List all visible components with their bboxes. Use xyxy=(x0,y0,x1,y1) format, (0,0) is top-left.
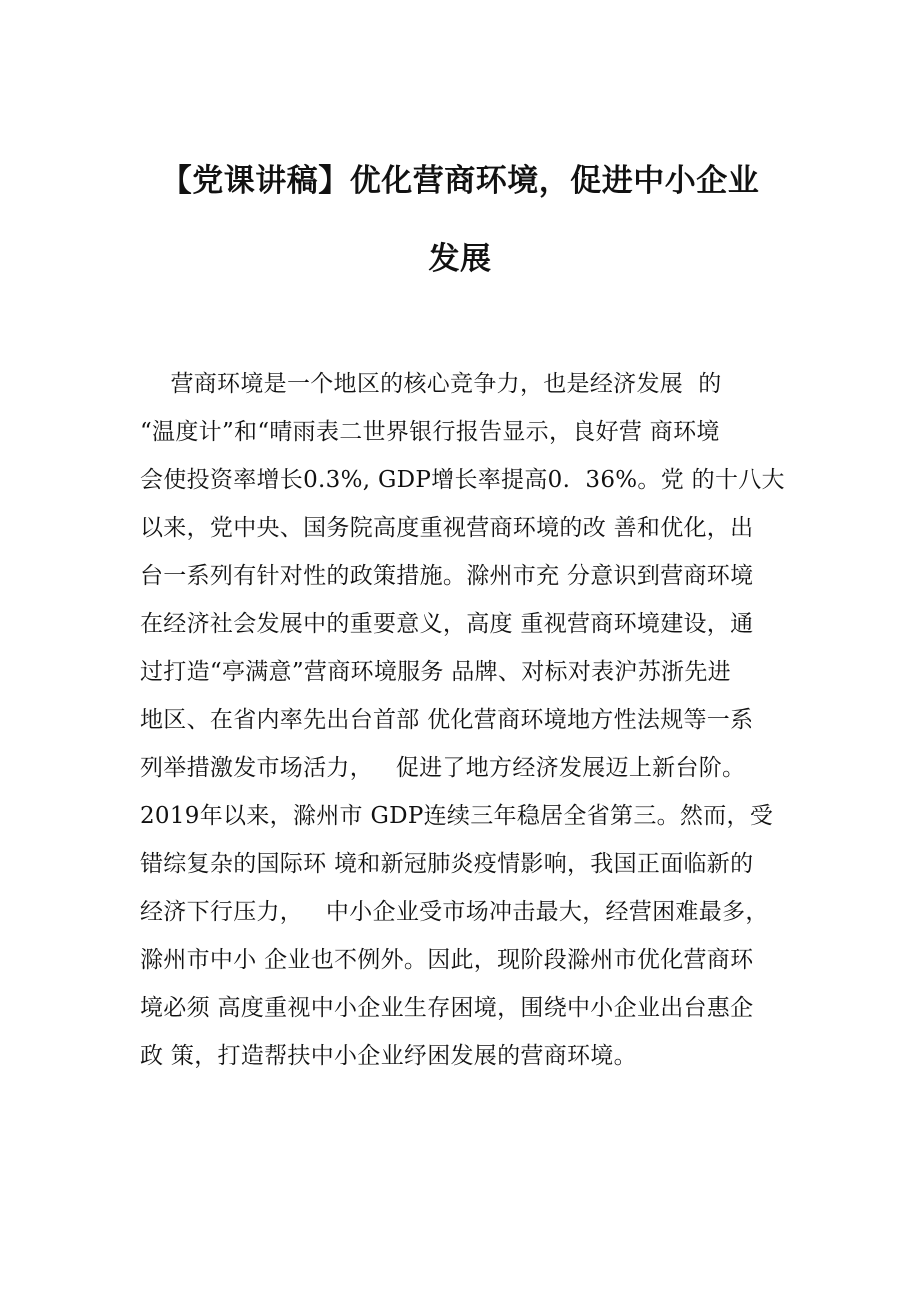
paragraph-line-6: 在经济社会发展中的重要意义，高度 重视营商环境建设，通 xyxy=(140,611,754,637)
paragraph-line-10: 2019年以来，滁州市 GDP连续三年稳居全省第三。然而，受 xyxy=(140,803,774,829)
paragraph-line-14: 境必须 高度重视中小企业生存困境，围绕中小企业出台惠企 xyxy=(140,995,754,1021)
paragraph-line-7: 过打造“亭满意”营商环境服务 品牌、对标对表沪苏浙先进 xyxy=(140,659,731,685)
document-title-line-2: 发展 xyxy=(428,241,492,277)
paragraph-line-2: “温度计”和“晴雨表二世界银行报告显示，良好营 商环境 xyxy=(140,419,720,445)
document-title-line-1: 【党课讲稿】优化营商环境，促进中小企业 xyxy=(160,163,760,199)
paragraph-line-11: 错综复杂的国际环 境和新冠肺炎疫情影响，我国正面临新的 xyxy=(140,851,754,877)
paragraph-line-5: 台一系列有针对性的政策措施。滁州市充 分意识到营商环境 xyxy=(140,563,754,589)
paragraph-line-9: 列举措激发市场活力， 促进了地方经济发展迈上新台阶。 xyxy=(140,755,746,781)
paragraph-line-3: 会使投资率增长0.3%, GDP增长率提高0. 36%。党 的十八大 xyxy=(140,467,785,493)
paragraph-line-4: 以来，党中央、国务院高度重视营商环境的改 善和优化，出 xyxy=(140,515,754,541)
paragraph-line-15: 政 策，打造帮扶中小企业纾困发展的营商环境。 xyxy=(140,1043,637,1069)
paragraph-line-1: 营商环境是一个地区的核心竞争力，也是经济发展 的 xyxy=(140,371,722,397)
paragraph-line-13: 滁州市中小 企业也不例外。因此，现阶段滁州市优化营商环 xyxy=(140,947,754,973)
paragraph-line-12: 经济下行压力， 中小企业受市场冲击最大，经营困难最多， xyxy=(140,899,769,925)
paragraph-line-8: 地区、在省内率先出台首部 优化营商环境地方性法规等一系 xyxy=(140,707,754,733)
